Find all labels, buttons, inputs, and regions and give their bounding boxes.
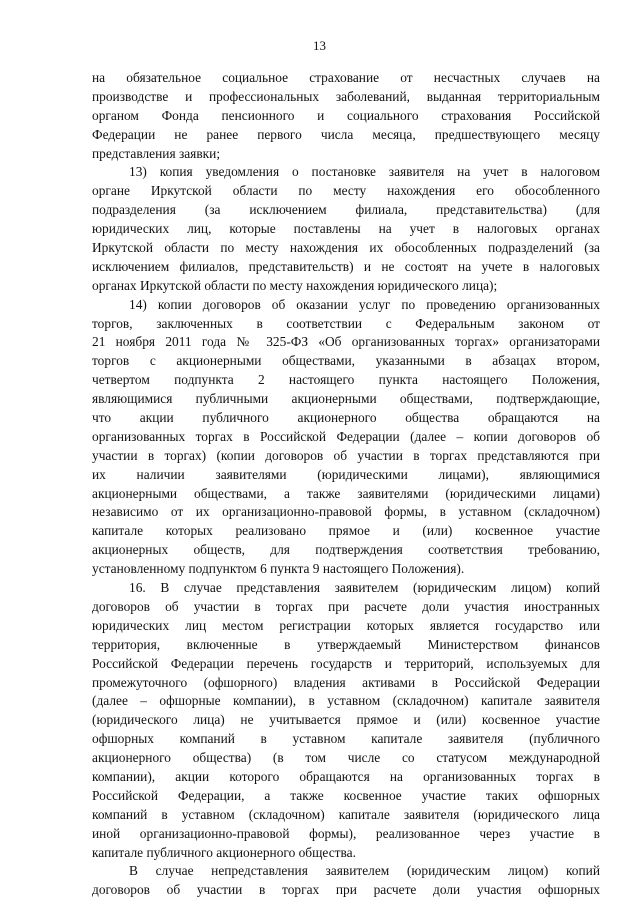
text-line: юридических лиц, которые поставлены на учет в налоговых органах [92,221,600,237]
text-line: производстве и профессиональных заболеваний, выданная территориальным [92,88,600,104]
text-line: договоров об участии в торгах при расчете доли участия офшорных [92,882,600,898]
text-line: Российской Федерации, а также косвенное участие таких офшорных [92,787,600,803]
paragraph-p14 [92,296,600,579]
text-line: органом Фонда пенсионного и социального страхования Российской [92,107,600,123]
text-line: (юридического лица) не учитывается прямое и (или) косвенное участие [92,712,600,728]
text-line: компании), акции которого обращаются на организованных торгах в [92,768,600,784]
text-line: промежуточного (офшорного) владения активами в Российской Федерации [92,674,600,690]
text-line: территория, включенные в утверждаемый Министерством финансов [92,636,600,652]
text-line: что акции публичного акционерного общества обращаются на [92,410,600,426]
text-line: четвертом подпункта 2 настоящего пункта настоящего Положения, [92,372,600,388]
text-line: В случае непредставления заявителем (юридическим лицом) копий [129,863,600,879]
text-line: компаний в уставном (складочном) капитале заявителя (юридического лица [92,806,600,822]
text-line: акционерных обществ, для подтверждения соответствия требованию, [92,542,600,558]
text-line: юридических лиц местом регистрации которых является государство или [92,617,600,633]
text-line: торгов с акционерными обществами, указанными в абзацах втором, [92,353,600,369]
document-body [92,69,600,900]
text-line: органе Иркутской области по месту нахождения его обособленного [92,183,600,199]
text-line: их наличии заявителями (юридическими лицами), являющимися [92,466,600,482]
text-line: представления заявки; [92,145,221,161]
text-line: установленному подпунктом 6 пункта 9 настоящего Положения). [92,561,465,577]
text-line: независимо от их организационно-правовой формы, в уставном (складочном) [92,504,600,520]
text-line: офшорных компаний в уставном капитале заявителя (публичного [92,731,600,747]
paragraph-p16 [92,579,600,862]
paragraph-p16-2 [92,862,600,900]
text-line: капитале публичного акционерного общества. [92,844,356,860]
text-line: 13) копия уведомления о постановке заявителя на учет в налоговом [129,164,600,180]
text-line: (далее – офшорные компании), в уставном (складочном) капитале заявителя [92,693,600,709]
paragraph-p12-tail [92,69,600,163]
text-line: органах Иркутской области по месту нахождения юридического лица); [92,277,498,293]
text-line: Федерации не ранее первого числа месяца, предшествующего месяцу [92,126,600,142]
text-line: акционерного общества) (в том числе со статусом международной [92,750,600,766]
text-line: организованных торгах в Российской Федерации (далее – копии договоров об [92,428,600,444]
paragraph-p13 [92,163,600,295]
text-line: Иркутской области по месту нахождения их обособленных подразделений (за [92,240,600,256]
text-line: исключением филиалов, представительств) и не состоят на учете в налоговых [92,258,600,274]
text-line: торгов, заключенных в соответствии с Федеральным законом от [92,315,600,331]
text-line: участии в торгах) (копии договоров об участии в торгах представляются при [92,447,600,463]
text-line: договоров об участии в торгах при расчете доли участия иностранных [92,598,600,614]
text-line: Российской Федерации перечень государств и территорий, используемых для [92,655,600,671]
text-line: 14) копии договоров об оказании услуг по проведению организованных [129,296,600,312]
text-line: 16. В случае представления заявителем (юридическим лицом) копий [129,580,600,596]
text-line: на обязательное социальное страхование от несчастных случаев на [92,70,600,85]
text-line: подразделения (за исключением филиала, представительства) (для [92,202,600,218]
text-line: иной организационно-правовой формы), реализованное через участие в [92,825,600,841]
page-number: 13 [313,38,326,53]
text-line: 21 ноября 2011 года № 325-ФЗ «Об организованных торгах» организаторами [92,334,600,350]
text-line: акционерными обществами, а также заявителями (юридическими лицами) [92,485,600,501]
text-line: являющимися публичными акционерными обществами, подтверждающие, [92,391,600,407]
text-line: капитале которых реализовано прямое и (или) косвенное участие [92,523,600,539]
